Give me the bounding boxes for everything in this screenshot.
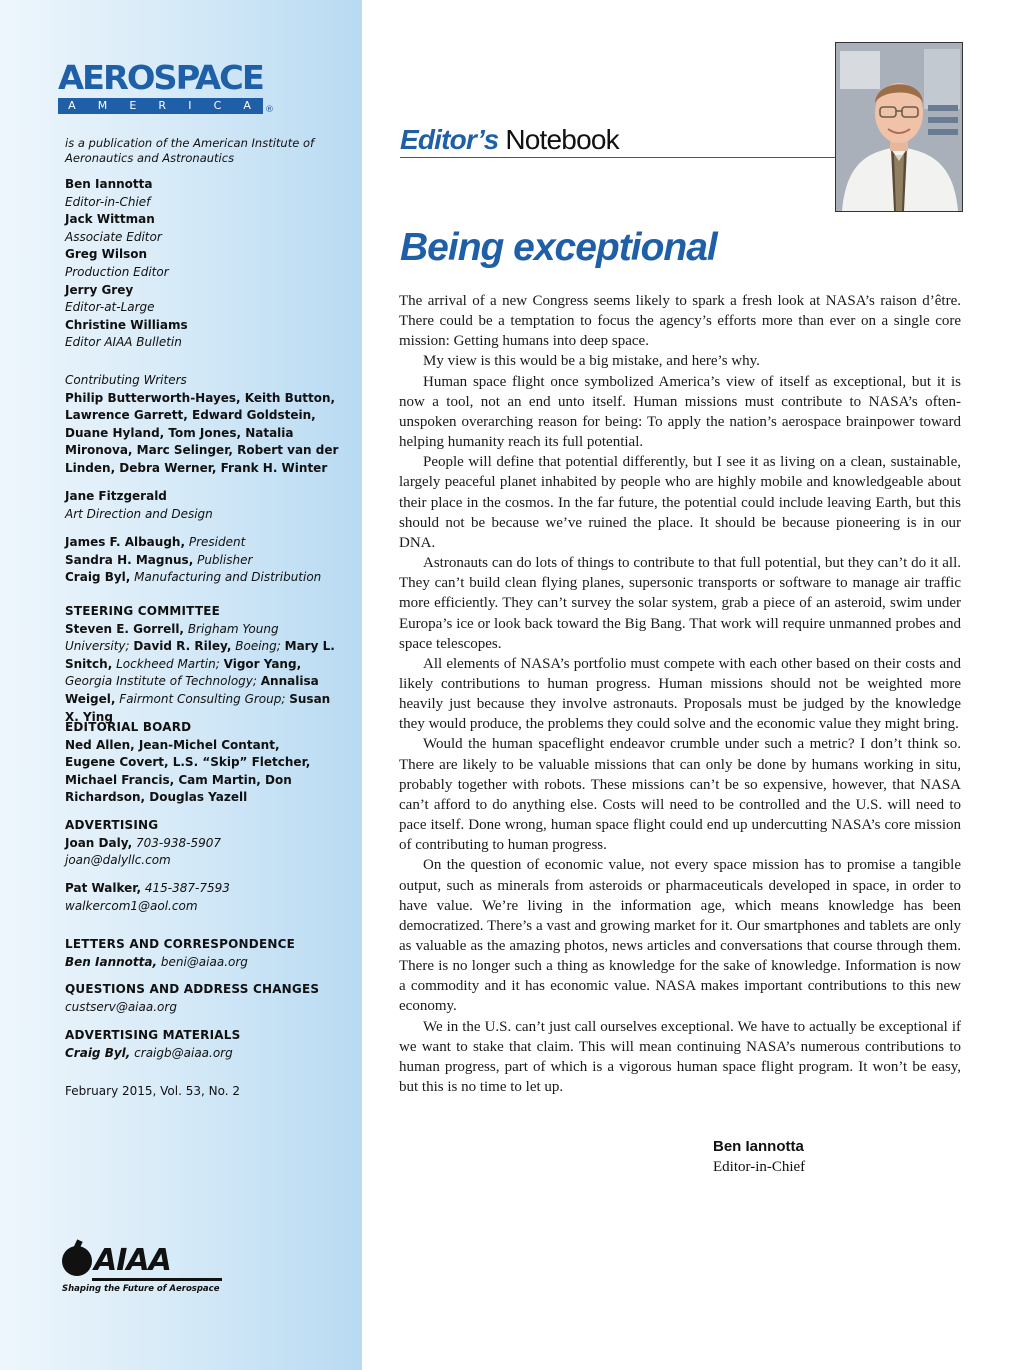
advertising-section <box>65 817 355 870</box>
advertising-heading: ADVERTISING <box>65 818 159 832</box>
contributing-names: Philip Butterworth-Hayes, Keith Button, Lawrence Garrett, Edward Goldstein, Duane Hyland, Tom Jones, Natalia Mironova, Marc Selinger, Robert van der Linden, Debra Werner, Frank H. Winter <box>65 390 339 475</box>
advertising-email: joan@dalyllc.com <box>65 853 171 868</box>
contributing-writers <box>65 372 343 478</box>
editorial-names: Ned Allen, Jean-Michel Contant, Eugene Covert, L.S. “Skip” Fletcher, Michael Francis, Cam Martin, Don Richardson, Douglas Yazell <box>65 737 311 805</box>
steering-heading: STEERING COMMITTEE <box>65 604 220 618</box>
questions-heading: QUESTIONS AND ADDRESS CHANGES <box>65 982 320 996</box>
article-paragraph: Human space flight once symbolized America’s view of itself as exceptional, but it is now a tool, not an end unto itself. Human missions must contribute to NASA’s often-unspoken overarching reason for being: To apply the nation’s aerospace brainpower toward helping humanity reach its full potential. <box>399 373 961 451</box>
portrait-illustration <box>836 43 962 211</box>
advertising-section-2 <box>65 880 355 915</box>
advertising-contact: Pat Walker, 415-387-7593 <box>65 881 230 895</box>
letters-heading: LETTERS AND CORRESPONDENCE <box>65 937 295 951</box>
article-body <box>399 291 961 1097</box>
article-paragraph: People will define that potential differently, but I see it as living on a clean, sustainable, largely peaceful planet inhabited by people who are highly mobile and knowledgeable about their place in the cosmos. In the far future, the potential could include leaving Earth, but this should not be because we’ve ruined the place. It should be because pioneering is in our DNA. <box>399 454 961 551</box>
signoff <box>713 1137 805 1177</box>
aerospace-america-logo <box>58 60 273 114</box>
letters-section <box>65 936 355 971</box>
masthead-sidebar <box>0 0 362 1370</box>
aiaa-logo <box>62 1245 222 1294</box>
section-title-accent: Editor’s <box>400 124 499 155</box>
staff-list <box>65 176 355 352</box>
article-paragraph: On the question of economic value, not every space mission has to promise a tangible output, such as minerals from asteroids or pharmaceuticals developed in space, in order to have value. We’re living in the information age, which means knowledge has been democratized. There’s a vast and growing market for it. Our smartphones and tablets are only as valuable as the amazing photos, news articles and conversations that course through them. There is no longer such a thing as knowledge for the sake of knowledge. Information is now a commodity and it has economic value. NASA makes important contributions to this new economy. <box>399 857 961 1015</box>
staff-role: Editor-in-Chief <box>65 194 151 209</box>
article-paragraph: Would the human spaceflight endeavor crumble under such a metric? I don’t think so. There are likely to be valuable missions that can only be done by humans working in situ, probably together with robots. These missions can’t be so expensive, however, that NASA can’t afford to do anything else. Costs will need to be controlled and the U.S. will need to pace itself. Done wrong, human space flight could end up undercutting NASA’s core mission of contributing to human progress. <box>399 736 961 854</box>
staff-name: Christine Williams <box>65 317 188 332</box>
staff-role: Editor-at-Large <box>65 300 155 315</box>
questions-email: custserv@aiaa.org <box>65 999 177 1014</box>
advertising-email: walkercom1@aol.com <box>65 898 198 913</box>
signoff-name: Ben Iannotta <box>713 1138 804 1155</box>
questions-section <box>65 981 355 1016</box>
article-paragraph: We in the U.S. can’t just call ourselves exceptional. We have to actually be exceptional if we want to stake that claim. This will mean continuing NASA’s numerous contributions to human progress, part of which is a vigorous human space flight program. It won’t be easy, but this is no time to let up. <box>399 1018 961 1096</box>
staff-role: Associate Editor <box>65 229 162 244</box>
section-title <box>400 124 619 156</box>
steering-committee <box>65 603 335 726</box>
staff-name: Greg Wilson <box>65 247 148 262</box>
logo-subbar: A M E R I C A <box>58 98 263 114</box>
article-paragraph: All elements of NASA’s portfolio must compete with each other based on their costs and likely contributions to human progress. Human missions should not be weighted more heavily just because they involve astronauts. Proposals must be judged by the knowledge they would produce, the problems they could solve and the economic value they might bring. <box>399 655 961 733</box>
staff-name: Ben Iannotta <box>65 177 153 191</box>
section-rule <box>400 157 836 158</box>
article-paragraph: My view is this would be a big mistake, and here’s why. <box>423 353 760 370</box>
issue-date: February 2015, Vol. 53, No. 2 <box>65 1084 241 1098</box>
letters-contact: Ben Iannotta, beni@aiaa.org <box>65 954 248 969</box>
officers-list <box>65 534 355 587</box>
officer-line: Craig Byl, Manufacturing and Distribution <box>65 570 322 585</box>
registered-mark: ® <box>265 105 274 115</box>
editorial-board <box>65 719 313 807</box>
materials-contact: Craig Byl, craigb@aiaa.org <box>65 1045 233 1060</box>
aiaa-tagline: Shaping the Future of Aerospace <box>62 1284 220 1294</box>
officer-line: Sandra H. Magnus, Publisher <box>65 552 253 567</box>
art-role: Art Direction and Design <box>65 506 213 521</box>
article-paragraph: Astronauts can do lots of things to contribute to that full potential, but they can’t do it all. They can’t build clean flying planes, supersonic transports or software to manage air traffic more efficiently. They can’t survey the solar system, grab a piece of an asteroid, swim under Europa’s ice or look back toward the Big Bang. That work will require unmanned probes and space telescopes. <box>399 555 961 652</box>
staff-role: Editor AIAA Bulletin <box>65 335 182 350</box>
steering-members: Steven E. Gorrell, Brigham Young University; David R. Riley, Boeing; Mary L. Snitch, Lockheed Martin; Vigor Yang, Georgia Institute of Technology; Annalisa Weigel, Fairmont Consulting Group; Susan X. Ying <box>65 621 335 724</box>
officer-line: James F. Albaugh, President <box>65 535 246 549</box>
staff-name: Jerry Grey <box>65 282 134 297</box>
aiaa-wordmark: AIAA <box>62 1245 222 1277</box>
aiaa-underline <box>92 1278 222 1281</box>
art-direction <box>65 488 355 523</box>
editor-portrait-photo <box>835 42 963 212</box>
materials-section <box>65 1027 355 1062</box>
staff-role: Production Editor <box>65 264 169 279</box>
art-name: Jane Fitzgerald <box>65 489 167 503</box>
aiaa-emblem-icon <box>62 1246 92 1276</box>
article-paragraph: The arrival of a new Congress seems likely to spark a fresh look at NASA’s raison d’être. There could be a temptation to focus the agency’s efforts more than ever on a single core mission: Getting humans into deep space. <box>399 293 961 350</box>
signoff-title: Editor-in-Chief <box>713 1159 806 1175</box>
editorial-heading: EDITORIAL BOARD <box>65 720 192 734</box>
advertising-contact: Joan Daly, 703-938-5907 <box>65 835 221 850</box>
materials-heading: ADVERTISING MATERIALS <box>65 1028 241 1042</box>
contributing-heading: Contributing Writers <box>65 373 187 387</box>
article-headline: Being exceptional <box>400 226 717 269</box>
publication-line: is a publication of the American Institute of Aeronautics and Astronautics <box>65 136 315 165</box>
staff-name: Jack Wittman <box>65 212 155 227</box>
logo-word: AEROSPACE <box>58 58 263 97</box>
section-title-rest: Notebook <box>498 124 619 155</box>
